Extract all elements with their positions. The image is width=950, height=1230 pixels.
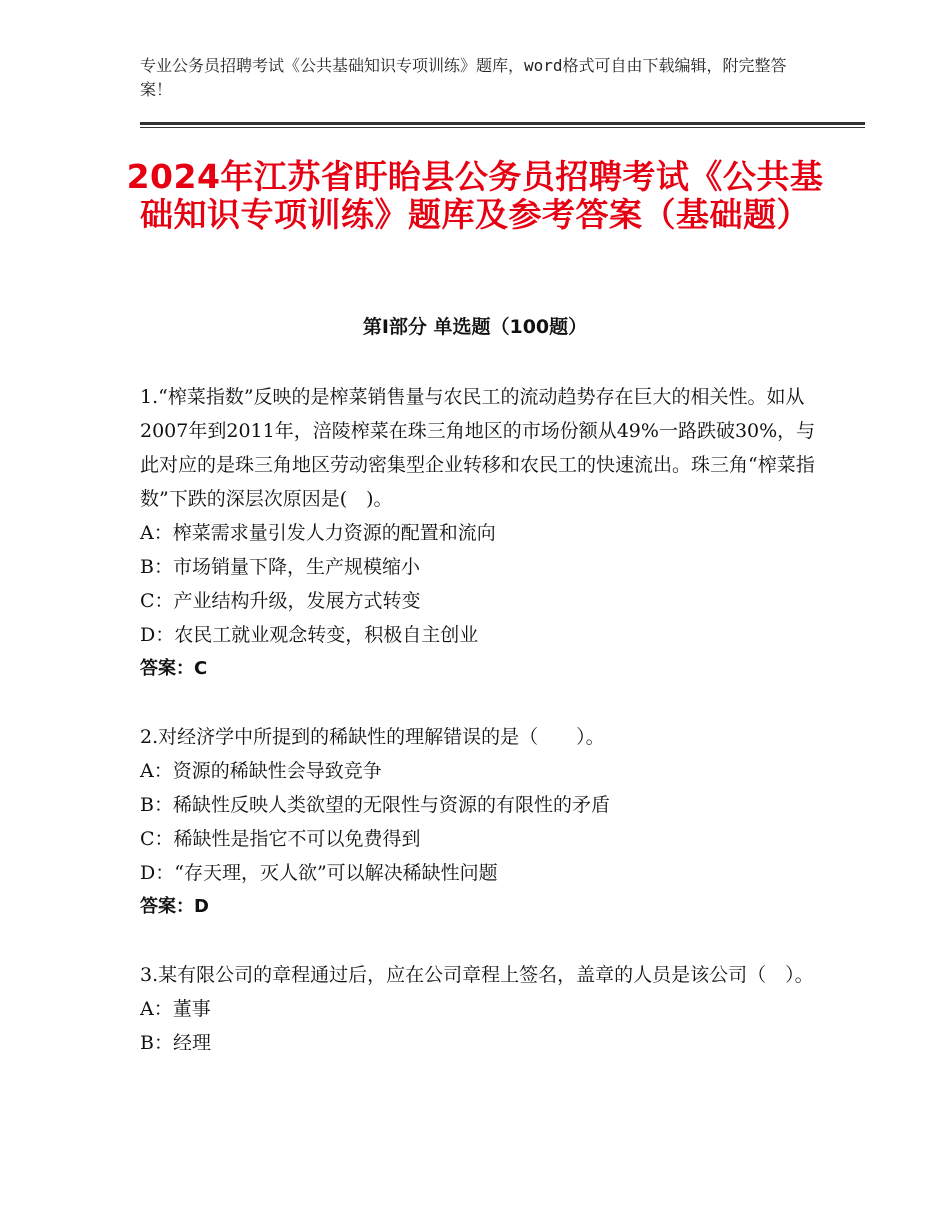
question-option-a: A：资源的稀缺性会导致竞争: [140, 760, 382, 782]
question-option-b: B：市场销量下降，生产规模缩小: [140, 556, 420, 578]
question-option-d: D：“存天理，灭人欲”可以解决稀缺性问题: [140, 862, 498, 884]
question-2: [140, 720, 820, 924]
question-answer: 答案：D: [140, 896, 209, 917]
question-stem: 3.某有限公司的章程通过后，应在公司章程上签名，盖章的人员是该公司（ ）。: [140, 964, 814, 986]
section-heading: 第Ⅰ部分 单选题（100题）: [362, 316, 588, 338]
question-stem: 1.“榨菜指数”反映的是榨菜销售量与农民工的流动趋势存在巨大的相关性。如从2007年到2011年，涪陵榨菜在珠三角地区的市场份额从49%一路跌破30%，与此对应的是珠三角地区劳动密集型企业转移和农民工的快速流出。珠三角“榨菜指数”下跌的深层次原因是( )。: [140, 386, 816, 510]
header-divider-thin: [140, 127, 865, 128]
question-option-c: C：稀缺性是指它不可以免费得到: [140, 828, 421, 850]
question-option-a: A：榨菜需求量引发人力资源的配置和流向: [140, 522, 496, 544]
document-title: 2024年江苏省盱眙县公务员招聘考试《公共基础知识专项训练》题库及参考答案（基础题）: [126, 157, 824, 234]
question-stem: 2.对经济学中所提到的稀缺性的理解错误的是（ ）。: [140, 726, 605, 748]
question-option-a: A：董事: [140, 998, 211, 1020]
header-note: 专业公务员招聘考试《公共基础知识专项训练》题库，word格式可自由下载编辑，附完整答案！: [140, 56, 787, 99]
question-option-d: D：农民工就业观念转变，积极自主创业: [140, 624, 479, 646]
question-3: [140, 958, 820, 1060]
question-option-b: B：稀缺性反映人类欲望的无限性与资源的有限性的矛盾: [140, 794, 610, 816]
question-1: [140, 380, 820, 686]
question-option-b: B：经理: [140, 1032, 211, 1054]
header-divider-thick: [140, 122, 865, 125]
question-answer: 答案：C: [140, 658, 208, 679]
question-option-c: C：产业结构升级，发展方式转变: [140, 590, 421, 612]
